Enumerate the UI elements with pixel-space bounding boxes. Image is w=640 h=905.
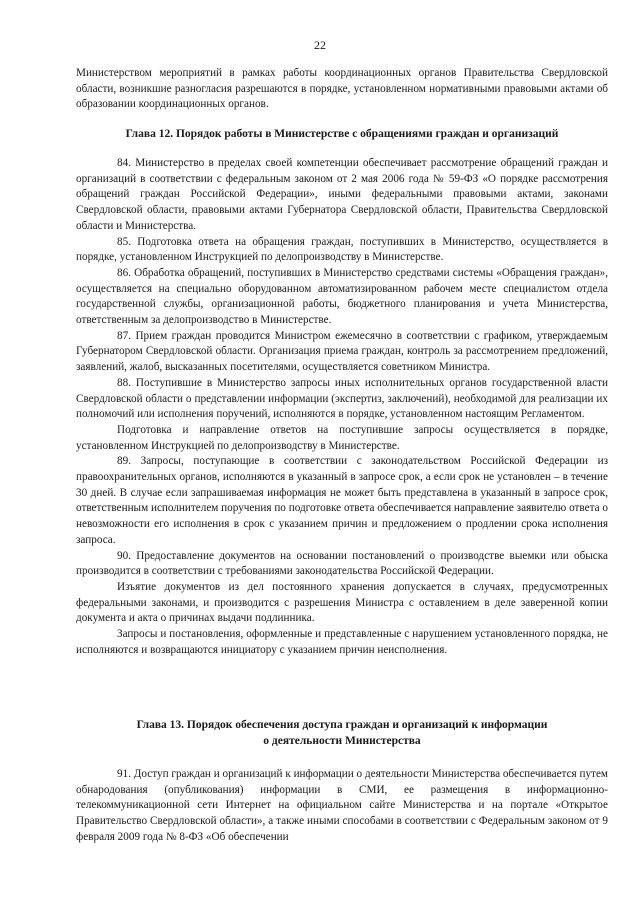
chapter-12-title-text: Глава 12. Порядок работы в Министерстве с обращениями граждан и организаций xyxy=(125,128,559,140)
chapter-13-title-line-2: о деятельности Министерства xyxy=(263,735,421,747)
chapter-12-body xyxy=(76,156,608,659)
intro-section xyxy=(76,66,608,113)
paragraph-87: 87. Прием граждан проводится Министром ежемесячно в соответствии с графиком, утверждаемым Губернатором Свердловской области. Организация приема граждан, контроль за рассмотрением предложений, заявлений, жалоб, высказанных посетителями, осуществляется советником Министра. xyxy=(76,329,608,374)
intro-paragraph: Министерством мероприятий в рамках работы координационных органов Правительства Свердловской области, возникшие разногласия разрешаются в порядке, установленном нормативными правовыми актами об образовании координационных органов. xyxy=(76,67,608,111)
paragraph-90-cont-2: Запросы и постановления, оформленные и представленные с нарушением установленного порядка, не исполняются и возвращаются инициатору с указанием причин неисполнения. xyxy=(76,628,608,656)
chapter-13-title-line-1: Глава 13. Порядок обеспечения доступа граждан и организаций к информации xyxy=(136,719,548,731)
paragraph-88-cont: Подготовка и направление ответов на поступившие запросы осуществляется в порядке, установленном Инструкцией по делопроизводству в Министерстве. xyxy=(76,423,608,452)
paragraph-86: 86. Обработка обращений, поступивших в Министерство средствами системы «Обращения граждан», осуществляется на специально оборудованном автоматизированном рабочем месте специалистом отдела государственной службы, организационной работы, бюджетного планирования и учета Министерства, ответственным за делопроизводство в Министерстве. xyxy=(76,266,608,327)
paragraph-85: 85. Подготовка ответа на обращения граждан, поступивших в Министерство, осуществляется в порядке, установленном Инструкцией по делопроизводству в Министерстве. xyxy=(76,235,608,264)
chapter-13-title xyxy=(76,717,608,749)
chapter-12-title xyxy=(76,126,608,142)
paragraph-84: 84. Министерство в пределах своей компетенции обеспечивает рассмотрение обращений граждан и организаций в соответствии с федеральным законом от 2 мая 2006 года № 59-ФЗ «О порядке рассмотрения обращений граждан Российской Федерации», иными федеральными правовыми актами, законами Свердловской области, правовыми актами Губернатора Свердловской области, Правительства Свердловской области и Министерства. xyxy=(76,157,608,232)
paragraph-90-cont-1: Изъятие документов из дел постоянного хранения допускается в случаях, предусмотренных федеральными законами, и производится с разрешения Министра с оставлением в деле заверенной копии документа и акта о причинах выдачи подлинника. xyxy=(76,580,608,625)
paragraph-88: 88. Поступившие в Министерство запросы иных исполнительных органов государственной власти Свердловской области о представлении информации (экспертиз, заключений), необходимой для реализации их полномочий или исполнения поручений, исполняются в порядке, установленном настоящим Регламентом. xyxy=(76,376,608,421)
paragraph-91: 91. Доступ граждан и организаций к информации о деятельности Министерства обеспечивается путем обнародования (опубликования) информации в СМИ, ее размещения в информационно-телекоммуникационной сети Интернет на официальном сайте Министерства и на портале «Открытое Правительство Свердловской области», а также иными способами в соответствии с Федеральным законом от 9 февраля 2009 года № 8-ФЗ «Об обеспечении xyxy=(76,768,608,843)
page-number: 22 xyxy=(314,38,326,52)
paragraph-89: 89. Запросы, поступающие в соответствии с законодательством Российской Федерации из правоохранительных органов, исполняются в указанный в запросе срок, а если срок не установлен – в течение 30 дней. В случае если запрашиваемая информация не может быть представлена в указанный в запросе срок, ответственным исполнителем поручения по подготовке ответа обеспечивается направление заявителю ответа о невозможности его исполнения в срок с указанием причин и предложением о продлении срока исполнения запроса. xyxy=(76,455,608,546)
paragraph-90: 90. Предоставление документов на основании постановлений о производстве выемки или обыска производится в соответствии с требованиями законодательства Российской Федерации. xyxy=(76,549,608,578)
chapter-13-body xyxy=(76,767,608,846)
